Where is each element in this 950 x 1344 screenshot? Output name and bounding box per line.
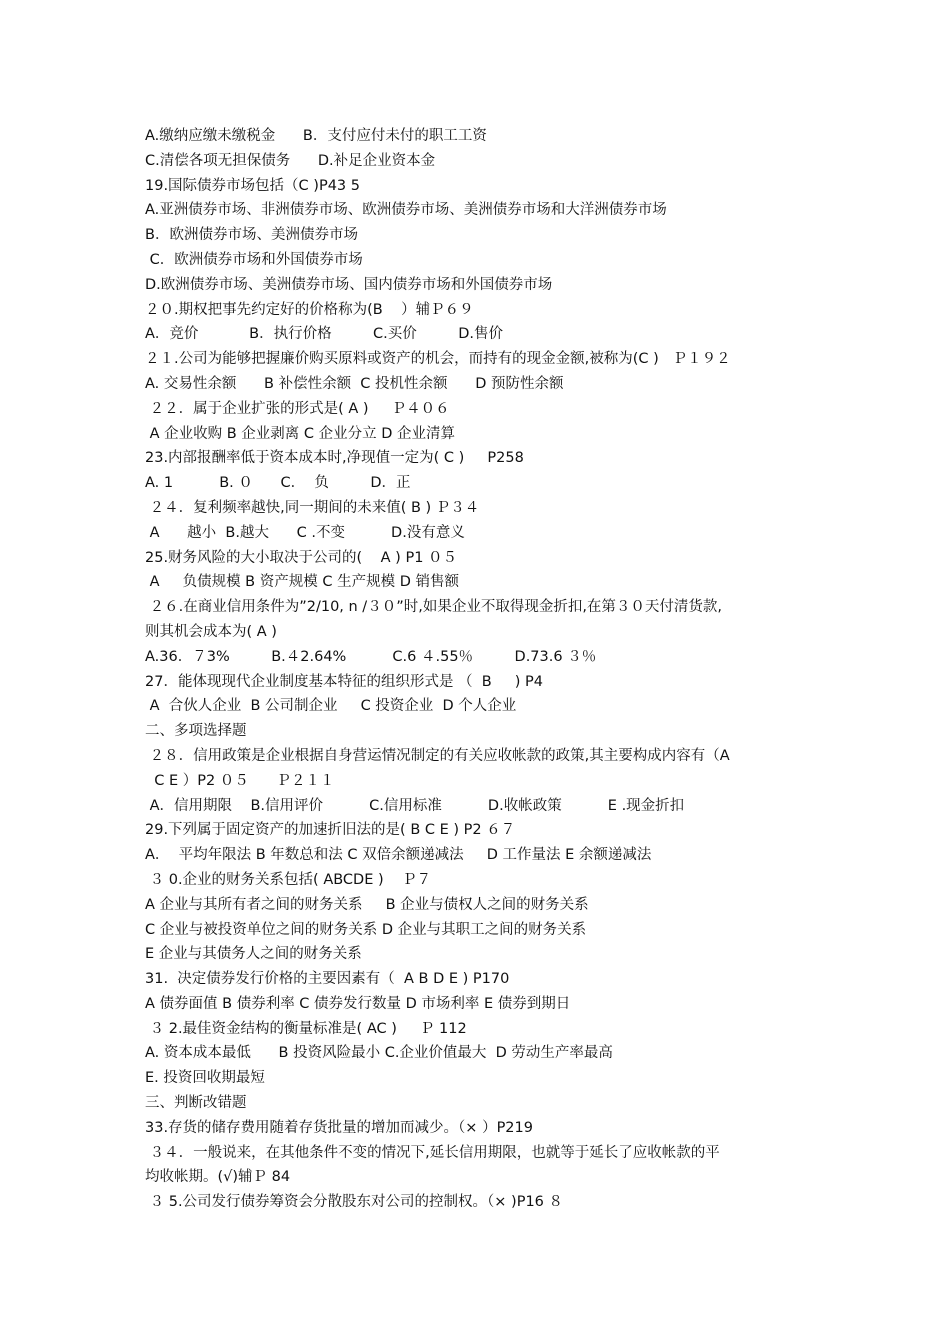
text-line: A 债券面值 B 债券利率 C 债券发行数量 D 市场利率 E 债券到期日 xyxy=(145,995,571,1012)
text-line: A 企业与其所有者之间的财务关系 B 企业与债权人之间的财务关系 xyxy=(145,896,589,913)
text-line: ２１.公司为能够把握廉价购买原料或资产的机会，而持有的现金金额,被称为(C ) Ｐ１９２ xyxy=(145,351,731,368)
text-line: A. 1 B. ０ C． 负 D．正 xyxy=(145,475,411,492)
text-line: A 合伙人企业 B 公司制企业 C 投资企业 D 个人企业 xyxy=(145,698,517,715)
text-line: ２２．属于企业扩张的形式是( A ) Ｐ４０６ xyxy=(145,400,450,417)
text-line: ３ 5.公司发行债券筹资会分散股东对公司的控制权。（× )P16 ８ xyxy=(145,1194,564,1211)
text-line: ２６.在商业信用条件为”2/10, n /３０”时,如果企业不取得现金折扣,在第３０天付清货款, xyxy=(145,599,723,616)
text-line: ３４．一般说来，在其他条件不变的情况下,延长信用期限，也就等于延长了应收帐款的平 xyxy=(145,1144,720,1161)
text-line: A 企业收购 B 企业剥离 C 企业分立 D 企业清算 xyxy=(145,425,456,442)
text-line: 三、判断改错题 xyxy=(145,1095,247,1112)
text-line: 25.财务风险的大小取决于公司的( A ) P1 ０５ xyxy=(145,549,458,566)
text-line: ３ 2.最佳资金结构的衡量标准是( AC ) Ｐ 112 xyxy=(145,1020,467,1037)
text-line: A 负债规模 B 资产规模 C 生产规模 D 销售额 xyxy=(145,574,459,591)
text-line: ３ 0.企业的财务关系包括( ABCDE ) Ｐ７ xyxy=(145,871,432,888)
text-line: A. 交易性余额 B 补偿性余额 C 投机性余额 D 预防性余额 xyxy=(145,375,564,392)
text-line: C 企业与被投资单位之间的财务关系 D 企业与其职工之间的财务关系 xyxy=(145,921,587,938)
text-line: 29.下列属于固定资产的加速折旧法的是( B C E ) P2 ６７ xyxy=(145,822,516,839)
text-line: A.缴纳应缴未缴税金 B．支付应付未付的职工工资 xyxy=(145,128,487,144)
text-line: 19.国际债券市场包括（C )P43 5 xyxy=(145,177,360,194)
text-line: 23.内部报酬率低于资本成本时,净现值一定为( C ) P258 xyxy=(145,450,524,467)
text-line: A． 平均年限法 B 年数总和法 C 双倍余额递减法 D 工作量法 E 余额递减法 xyxy=(145,847,652,864)
text-line: E 企业与其债务人之间的财务关系 xyxy=(145,946,362,963)
text-line: A．竞价 B．执行价格 C.买价 D.售价 xyxy=(145,326,504,343)
text-line: E. 投资回收期最短 xyxy=(145,1070,265,1087)
text-line: 27．能体现现代企业制度基本特征的组织形式是 （ B ) P4 xyxy=(145,673,544,690)
text-line: A.36．７3% B.４2.64% C.6 ４.55％ D.73.6 ３％ xyxy=(145,648,597,665)
text-line: 二、多项选择题 xyxy=(145,723,247,740)
text-line: 则其机会成本为( A ) xyxy=(145,623,277,640)
document-body xyxy=(145,124,815,1215)
text-line: A．信用期限 B.信用评价 C.信用标准 D.收帐政策 E .现金折扣 xyxy=(145,797,685,814)
text-line: A. 资本成本最低 B 投资风险最小 C.企业价值最大 D 劳动生产率最高 xyxy=(145,1045,613,1062)
text-line: 31. 决定债券发行价格的主要因素有（ A B D E ) P170 xyxy=(145,971,510,988)
text-line: C．欧洲债券市场和外国债券市场 xyxy=(145,251,363,268)
text-line: A 越小 B.越大 C .不变 D.没有意义 xyxy=(145,524,465,541)
text-line: A.亚洲债券市场、非洲债券市场、欧洲债券市场、美洲债券市场和大洋洲债券市场 xyxy=(145,202,667,219)
text-line: 33.存货的储存费用随着存货批量的增加而减少。（× ）P219 xyxy=(145,1119,533,1136)
text-line: ２８．信用政策是企业根据自身营运情况制定的有关应收帐款的政策,其主要构成内容有（A xyxy=(145,747,730,764)
text-line: 均收帐期。(√)辅Ｐ 84 xyxy=(145,1169,291,1186)
text-line: B．欧洲债券市场、美洲债券市场 xyxy=(145,227,358,244)
text-line: C.清偿各项无担保债务 D.补足企业资本金 xyxy=(145,152,436,169)
text-line: C E ）P2 ０５ Ｐ２１１ xyxy=(145,772,335,789)
text-line: ２０.期权把事先约定好的价格称为(B ）辅Ｐ６９ xyxy=(145,301,474,318)
text-line: ２４．复利频率越快,同一期间的未来值( B ) Ｐ３４ xyxy=(145,499,480,516)
text-line: D.欧洲债券市场、美洲债券市场、国内债券市场和外国债券市场 xyxy=(145,276,553,293)
